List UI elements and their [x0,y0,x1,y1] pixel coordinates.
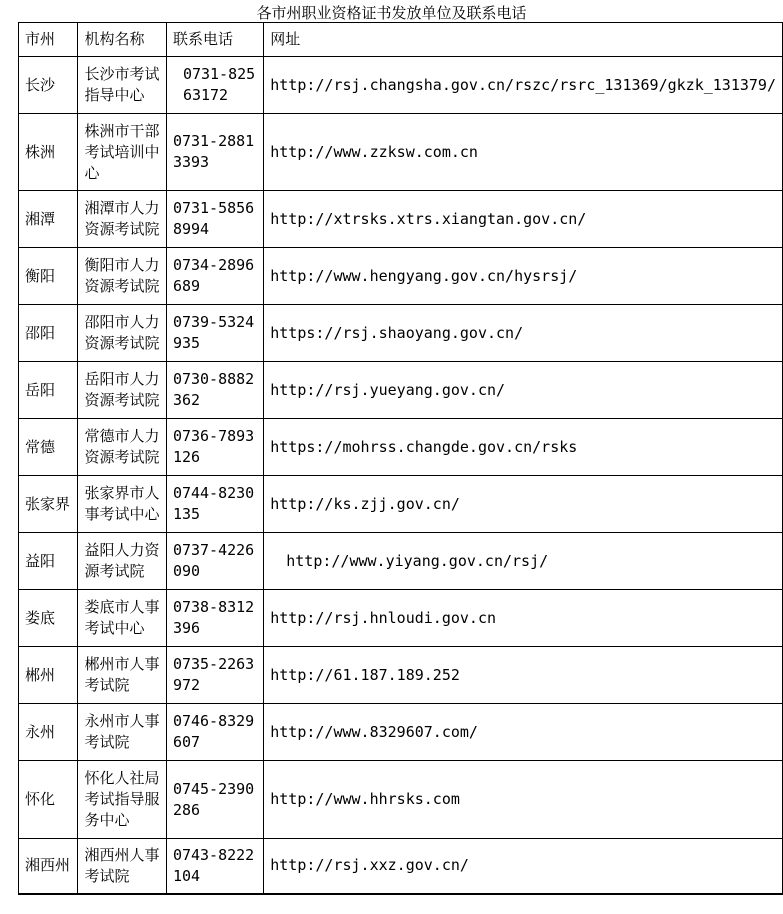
table-row [19,839,783,894]
org-cell: 常德市人力资源考试院 [78,419,166,476]
org-cell: 怀化人社局考试指导服务中心 [78,761,166,839]
org-cell: 长沙市考试指导中心 [78,57,166,114]
city-cell: 长沙 [19,57,78,114]
org-cell: 益阳人力资源考试院 [78,533,166,590]
header-tel: 联系电话 [166,23,263,57]
url-cell[interactable]: http://rsj.yueyang.gov.cn/ [264,362,783,419]
org-cell: 湘西州人事考试院 [78,839,166,894]
city-cell: 怀化 [19,761,78,839]
table-row [19,191,783,248]
url-cell[interactable]: http://rsj.changsha.gov.cn/rszc/rsrc_131369/gkzk_131379/ [264,57,783,114]
url-cell[interactable]: http://rsj.xxz.gov.cn/ [264,839,783,894]
org-cell: 永州市人事考试院 [78,704,166,761]
org-cell: 岳阳市人力资源考试院 [78,362,166,419]
contact-table [18,22,783,895]
url-cell[interactable]: http://ks.zjj.gov.cn/ [264,476,783,533]
table-row [19,114,783,191]
tel-cell: 0731-28813393 [166,114,263,191]
table-header-row [19,23,783,57]
url-cell[interactable]: https://rsj.shaoyang.gov.cn/ [264,305,783,362]
org-cell: 株洲市干部考试培训中心 [78,114,166,191]
tel-cell: 0736-7893126 [166,419,263,476]
city-cell: 邵阳 [19,305,78,362]
org-cell: 郴州市人事考试院 [78,647,166,704]
tel-cell: 0745-2390286 [166,761,263,839]
tel-cell: 0743-8222104 [166,839,263,894]
tel-cell: 0746-8329607 [166,704,263,761]
tel-cell: 0735-2263972 [166,647,263,704]
url-cell[interactable]: http://61.187.189.252 [264,647,783,704]
city-cell: 岳阳 [19,362,78,419]
table-row [19,57,783,114]
header-org: 机构名称 [78,23,166,57]
table-row [19,761,783,839]
table-row [19,248,783,305]
url-cell[interactable]: https://mohrss.changde.gov.cn/rsks [264,419,783,476]
tel-cell: 0737-4226090 [166,533,263,590]
table-row [19,419,783,476]
city-cell: 株洲 [19,114,78,191]
city-cell: 益阳 [19,533,78,590]
header-url: 网址 [264,23,783,57]
table-row [19,362,783,419]
url-cell[interactable]: http://rsj.hnloudi.gov.cn [264,590,783,647]
city-cell: 娄底 [19,590,78,647]
url-cell[interactable]: http://www.8329607.com/ [264,704,783,761]
url-cell[interactable]: http://www.zzksw.com.cn [264,114,783,191]
tel-cell: 0731-58568994 [166,191,263,248]
city-cell: 湘西州 [19,839,78,894]
org-cell: 娄底市人事考试中心 [78,590,166,647]
url-cell[interactable]: http://www.hengyang.gov.cn/hysrsj/ [264,248,783,305]
tel-cell: 0734-2896689 [166,248,263,305]
org-cell: 邵阳市人力资源考试院 [78,305,166,362]
org-cell: 湘潭市人力资源考试院 [78,191,166,248]
tel-cell: 0739-5324935 [166,305,263,362]
org-cell: 衡阳市人力资源考试院 [78,248,166,305]
table-row [19,590,783,647]
org-cell: 张家界市人事考试中心 [78,476,166,533]
url-cell[interactable]: http://www.yiyang.gov.cn/rsj/ [264,533,783,590]
tel-cell: 0738-8312396 [166,590,263,647]
table-row [19,305,783,362]
table-row [19,647,783,704]
table-row [19,533,783,590]
table-row [19,704,783,761]
city-cell: 衡阳 [19,248,78,305]
url-cell[interactable]: http://www.hhrsks.com [264,761,783,839]
city-cell: 湘潭 [19,191,78,248]
city-cell: 郴州 [19,647,78,704]
tel-cell: 0744-8230135 [166,476,263,533]
city-cell: 永州 [19,704,78,761]
header-city: 市州 [19,23,78,57]
document-title: 各市州职业资格证书发放单位及联系电话 [256,4,527,22]
tel-cell: 0731-82563172 [166,57,263,114]
table-row [19,476,783,533]
tel-cell: 0730-8882362 [166,362,263,419]
url-cell[interactable]: http://xtrsks.xtrs.xiangtan.gov.cn/ [264,191,783,248]
city-cell: 张家界 [19,476,78,533]
city-cell: 常德 [19,419,78,476]
